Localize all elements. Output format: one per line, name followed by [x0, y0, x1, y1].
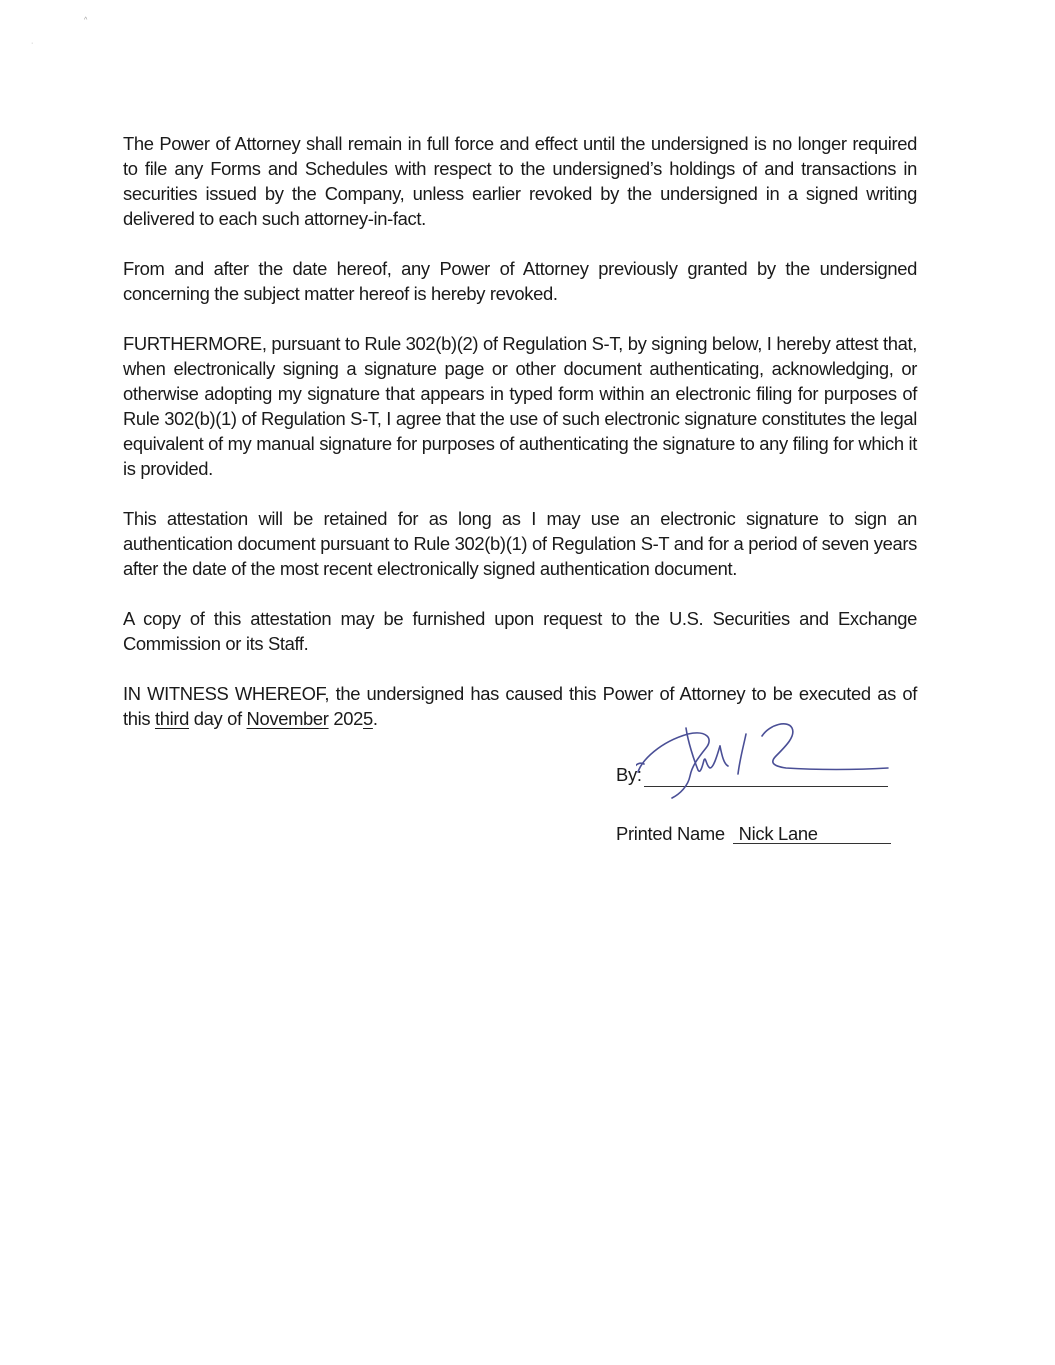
by-row	[616, 762, 888, 787]
scan-artifact: ·	[31, 40, 34, 47]
scan-artifact: ^	[84, 17, 88, 24]
printed-name-row	[616, 821, 891, 846]
paragraph-revocation: From and after the date hereof, any Power of Attorney previously granted by the undersigned concerning the subject matter hereof is hereby revoked.	[123, 258, 917, 304]
witness-year-prefix: 202	[328, 708, 363, 729]
signature-line	[644, 770, 888, 787]
paragraph-attestation: FURTHERMORE, pursuant to Rule 302(b)(2) of Regulation S-T, by signing below, I hereby attest that, when electronically signing a signature page or other document authenticating, acknowledging, or otherwise adopting my signature that appears in typed form within an electronic filing for purposes of Rule 302(b)(1) of Regulation S-T, I agree that the use of such electronic signature constitutes the legal equivalent of my manual signature for purposes of authenticating the signature to any filing for which it is provided.	[123, 333, 917, 479]
signature-block	[616, 712, 906, 862]
handwritten-signature-icon	[636, 712, 906, 802]
witness-middle: day of	[189, 708, 247, 729]
paragraph-retention: This attestation will be retained for as long as I may use an electronic signature to sign an authentication document pursuant to Rule 302(b)(1) of Regulation S-T and for a period of seven years after the date of the most recent electronically signed authentication document.	[123, 508, 917, 579]
printed-name-label: Printed Name	[616, 823, 725, 844]
paragraph-duration: The Power of Attorney shall remain in full force and effect until the undersigned is no longer required to file any Forms and Schedules with respect to the undersigned’s holdings of and transactions in securities issued by the Company, unless earlier revoked by the undersigned in a signed writing delivered to each such attorney-in-fact.	[123, 133, 917, 229]
witness-suffix: .	[372, 708, 378, 729]
witness-day: third	[154, 708, 190, 729]
witness-year-digit: 5	[363, 708, 373, 729]
document-body	[123, 131, 917, 756]
by-label: By:	[616, 764, 642, 785]
printed-name-value: Nick Lane	[733, 824, 891, 844]
paragraph-copy: A copy of this attestation may be furnished upon request to the U.S. Securities and Exchange Commission or its Staff.	[123, 608, 917, 654]
witness-month: November	[246, 708, 329, 729]
witness-prefix: IN WITNESS WHEREOF, the undersigned has caused this Power of Attorney to be executed as of this	[123, 683, 917, 729]
